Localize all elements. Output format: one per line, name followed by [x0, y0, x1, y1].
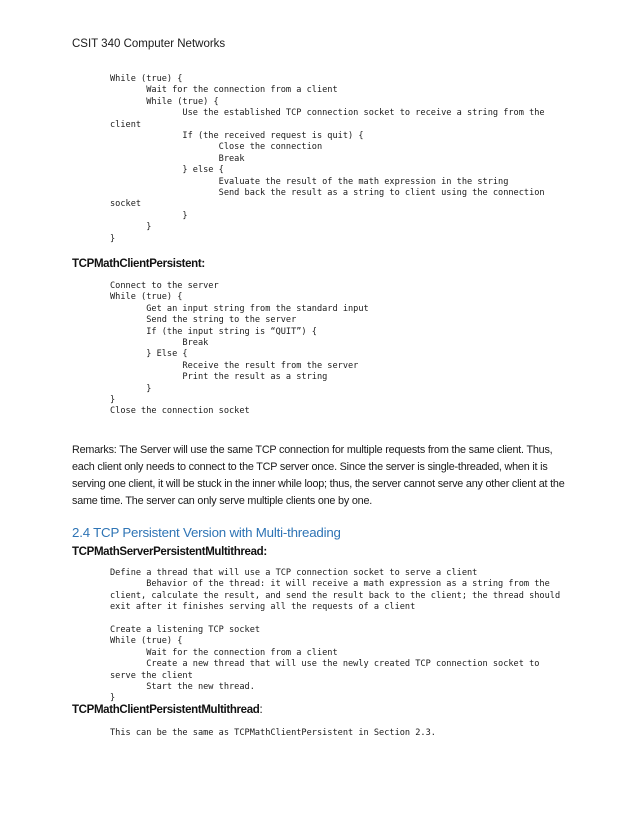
code-line: client, calculate the result, and send the result back to the client; the thread should [110, 590, 561, 601]
code-line: } [110, 693, 116, 704]
code-line: Receive the result from the server [110, 360, 359, 371]
remarks-paragraph: Remarks: The Server will use the same TCP connection for multiple requests from the same client. Thus, each client only needs to connect to the TCP server once. Since the server is single-threaded, when it is serving one client, it will be stuck in the inner while loop; thus, the server cannot serve any other client at the same time. The server can only serve multiple clients one by one. [72, 444, 565, 507]
code-line: If (the received request is quit) { [110, 131, 364, 142]
server-multithread-pseudocode-block [110, 568, 560, 705]
code-line: Start the new thread. [110, 682, 255, 693]
client-persistent-heading: TCPMathClientPersistent: [72, 258, 205, 270]
code-line: Wait for the connection from a client [110, 85, 338, 96]
code-line: client [110, 119, 142, 130]
code-line: While (true) { [110, 74, 183, 84]
section-2-4-title: 2.4 TCP Persistent Version with Multi-threading [72, 525, 341, 540]
code-line: } [110, 383, 152, 394]
code-line: Create a new thread that will use the newly created TCP connection socket to [110, 659, 540, 670]
code-line: While (true) { [110, 636, 183, 647]
code-line: } [110, 395, 116, 406]
code-line: While (true) { [110, 96, 219, 107]
code-line: Send the string to the server [110, 315, 297, 326]
server-pseudocode-block [110, 74, 545, 245]
code-line: Use the established TCP connection socket to receive a string from the [110, 108, 545, 119]
code-line: } [110, 233, 116, 244]
client-multithread-heading [72, 704, 262, 716]
client-multithread-note: This can be the same as TCPMathClientPersistent in Section 2.3. [110, 728, 436, 738]
code-line: } [110, 222, 152, 233]
code-line: Close the connection socket [110, 406, 250, 417]
code-line: Break [110, 338, 209, 349]
code-line: Break [110, 153, 245, 164]
page-header: CSIT 340 Computer Networks [72, 38, 226, 50]
code-line: Evaluate the result of the math expression in the string [110, 176, 509, 187]
code-line: } else { [110, 165, 224, 176]
code-line: serve the client [110, 670, 193, 681]
code-line: exit after it finishes serving all the requests of a client [110, 602, 416, 613]
server-multithread-heading: TCPMathServerPersistentMultithread: [72, 546, 267, 558]
code-line: Get an input string from the standard input [110, 303, 369, 314]
code-line: Print the result as a string [110, 372, 328, 383]
code-line: If (the input string is “QUIT”) { [110, 326, 317, 337]
client-multithread-heading-colon: : [259, 704, 263, 716]
client-persistent-pseudocode-block [110, 281, 369, 418]
code-line: Close the connection [110, 142, 323, 153]
code-line: Wait for the connection from a client [110, 647, 338, 658]
code-line: socket [110, 199, 142, 210]
code-line: } Else { [110, 349, 188, 360]
code-line: Send back the result as a string to client using the connection [110, 188, 545, 199]
code-line: Create a listening TCP socket [110, 625, 261, 636]
code-line: } [110, 210, 188, 221]
code-line: Behavior of the thread: it will receive a math expression as a string from the [110, 579, 550, 590]
code-line: While (true) { [110, 292, 183, 303]
code-line: Connect to the server [110, 281, 219, 291]
client-multithread-heading-bold: TCPMathClientPersistentMultithread [72, 704, 260, 716]
code-line: Define a thread that will use a TCP connection socket to serve a client [110, 568, 478, 578]
